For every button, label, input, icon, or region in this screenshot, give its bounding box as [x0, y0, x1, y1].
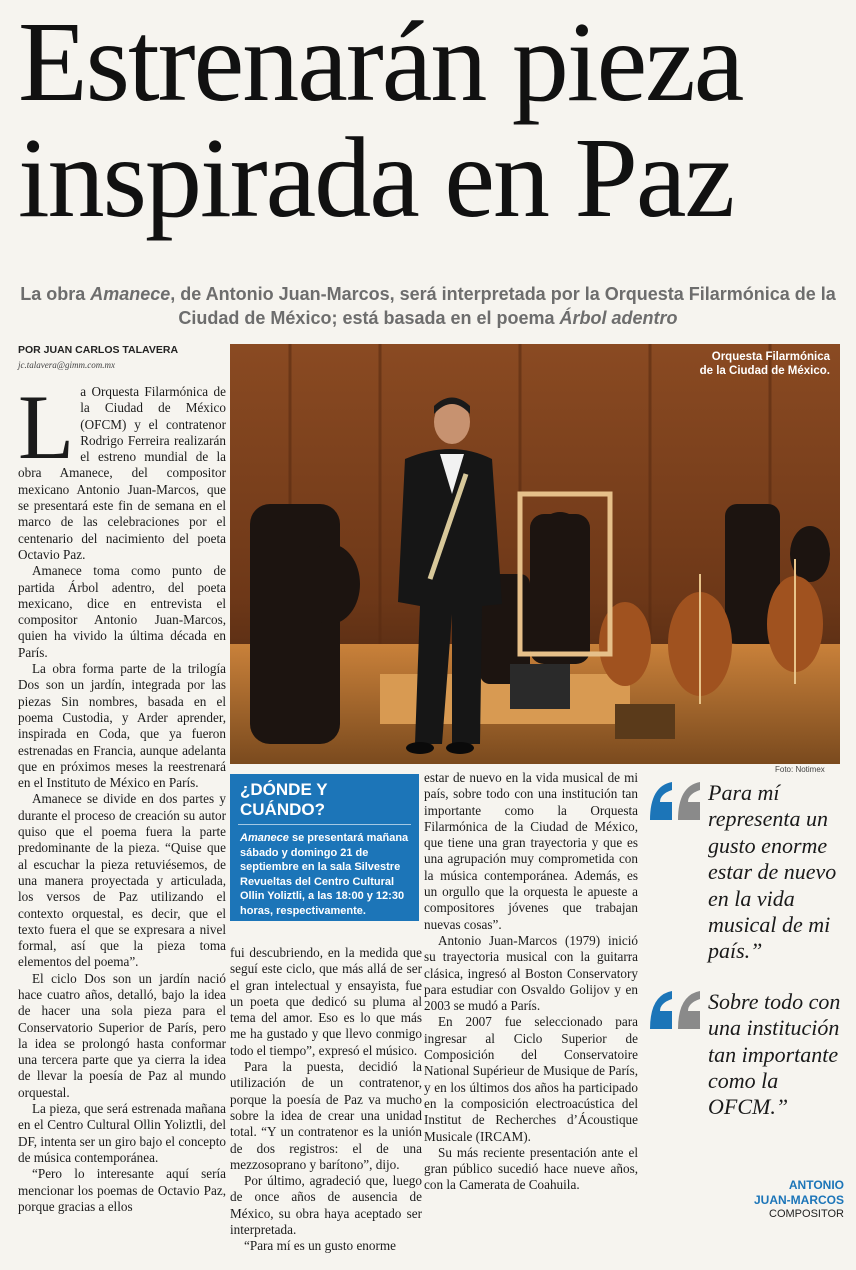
drop-cap: L: [18, 376, 75, 478]
subhead-poem-title: Árbol adentro: [559, 308, 678, 328]
byline-email[interactable]: jc.talavera@gimm.com.mx: [18, 360, 116, 370]
headline-line-1: Estrenarán pieza: [18, 0, 743, 125]
photo-caption-line-1: Orquesta Filarmónica: [711, 351, 830, 363]
byline-author: POR JUAN CARLOS TALAVERA: [18, 344, 179, 356]
paragraph: fui descubriendo, en la medida que seguí este ciclo, que más allá de ser el gran intelectual y ensayista, fue un poeta que dedicó su pluma al tema del amor. Eso es lo que más me ha gustado y que llevo conmigo todo el tiempo”, expresó el músico.: [230, 945, 422, 1058]
paragraph: “Para mí es un gusto enorme: [244, 1238, 396, 1254]
photo-credit: Foto: Notimex: [775, 765, 825, 774]
attribution-name-line-2: JUAN-MARCOS: [754, 1193, 844, 1207]
pull-quotes: [646, 780, 846, 1121]
paragraph: Amanece toma como punto de partida Árbol adentro, del poeta mexicano, dice en entrevista el compositor Antonio Juan-Marcos, quien ha vivido la última década en París.: [18, 563, 226, 660]
where-when-work: Amanece: [240, 832, 289, 844]
quote-mark-icon: [646, 780, 704, 824]
article-column-2: [230, 945, 422, 1255]
pull-quote-text: Para mí representa un gusto enorme estar de nuevo en la vida musical de mi país.”: [708, 780, 837, 964]
paragraph: Por último, agradeció que, luego de once años de ausencia de México, su obra haya aceptado ser interpretada.: [230, 1173, 422, 1238]
orchestra-photo-illustration: [230, 344, 840, 764]
quote-mark-icon: [646, 989, 704, 1033]
article-column-1: [18, 376, 226, 1215]
where-when-text: se presentará mañana sábado y domingo 21 de septiembre en la sala Silvestre Revueltas del Centro Cultural Ollin Yoliztli, a las 18:00 y 12:30 horas, respectivamente.: [240, 832, 409, 917]
paragraph: [18, 376, 226, 563]
where-when-box: [230, 774, 419, 921]
paragraph: Su más reciente presentación ante el gran público sucedió hace nueve años, con la Camerata de Coahuila.: [424, 1144, 638, 1193]
pull-quote-1: [646, 780, 846, 965]
quote-attribution: [754, 1178, 844, 1220]
attribution-name-line-1: ANTONIO: [788, 1178, 844, 1192]
paragraph: Amanece se divide en dos partes y durante el proceso de creación su autor quiso que el poema fuera la parte predominante de la pieza. “Quise que al escuchar la pieza retuviésemos, de una manera proyectada y articulada, los versos de Paz utilizando el contexto orquestal, es decir, que el texto fuera el que se expresara a nivel formal, así que la pieza toma elementos del poema”.: [18, 791, 226, 970]
subhead: [20, 282, 836, 330]
subhead-text-1: La obra: [20, 284, 91, 304]
subhead-text-2: , de Antonio Juan-Marcos, será interpretada por la Orquesta Filarmónica de la Ciudad de México; está basada en el poema: [170, 284, 836, 328]
paragraph: En 2007 fue seleccionado para ingresar al Ciclo Superior de Composición del Conservatoire National Supérieur de Musique de París, y en los últimos dos años ha participado en la composición electroacústica del Institut de Recherches d’Ácoustique Musicale (IRCAM).: [424, 1014, 638, 1144]
photo-caption-line-2: de la Ciudad de México.: [699, 365, 830, 377]
paragraph: Antonio Juan-Marcos (1979) inició su trayectoria musical con la guitarra clásica, ingresó al Boston Conservatory para estudiar con Osvaldo Golijov y en 2003 se mudó a París.: [424, 932, 638, 1014]
paragraph: La pieza, que será estrenada mañana en el Centro Cultural Ollin Yoliztli, del DF, intenta ser un giro bajo el concepto de música contemporánea.: [18, 1101, 226, 1165]
attribution-role: COMPOSITOR: [769, 1208, 844, 1220]
pull-quote-2: [646, 989, 846, 1121]
headline: [18, 0, 848, 241]
paragraph-text: a Orquesta Filarmónica de la Ciudad de México (OFCM) y el contratenor Rodrigo Ferreira realizarán el estreno mundial de la obra Amanece, del compositor mexicano Antonio Juan-Marcos, que se presentará este fin de semana en el marco de las celebraciones por el centenario del nacimiento del poeta Octavio Paz.: [18, 384, 226, 562]
subhead-work-title: Amanece: [90, 284, 171, 304]
where-when-body: [230, 825, 419, 924]
article-column-3: [424, 770, 638, 1194]
paragraph: estar de nuevo en la vida musical de mi país, sobre todo con una institución tan importante como la Orquesta Filarmónica de la Ciudad de México, que tiene una gran trayectoria y que es una agrupación muy comprometida con la música contemporánea. Además, es un orgullo que la orquesta le apueste a compositores jóvenes que trabajan nuevas cosas”.: [424, 770, 638, 932]
paragraph: “Pero lo interesante aquí sería mencionar los poemas de Octavio Paz, porque gracias a ellos: [18, 1166, 226, 1214]
paragraph: El ciclo Dos son un jardín nació hace cuatro años, detalló, bajo la idea de hacer una sola pieza para el Conservatorio Superior de París, pero la idea se prolongó hasta conformar una tercera parte que ya cierra la idea de llevar la poesía de Paz al mundo orquestal.: [18, 970, 226, 1100]
headline-line-2: inspirada en Paz: [18, 114, 734, 241]
where-when-title: ¿DÓNDE Y CUÁNDO?: [238, 774, 411, 825]
paragraph: Para la puesta, decidió la utilización de un contratenor, porque la poesía de Paz va mucho sobre la idea de crear una unidad total. “Y un contratenor es la unión de dos registros: el de una mezzosoprano y barítono”, dijo.: [230, 1059, 422, 1172]
orchestra-photo: [230, 344, 840, 764]
pull-quote-text: Sobre todo con una institución tan importante como la OFCM.”: [708, 988, 841, 1120]
paragraph: La obra forma parte de la trilogía Dos son un jardín, integrada por las piezas Sin nombres, basada en el poema Custodia, y Arder aprender, inspirada en Coda, que ya fueron estrenadas en Francia, aunque adelanta que en próximos meses la reestrenará en el Instituto de México en París.: [18, 661, 226, 791]
photo-caption: [700, 350, 830, 378]
